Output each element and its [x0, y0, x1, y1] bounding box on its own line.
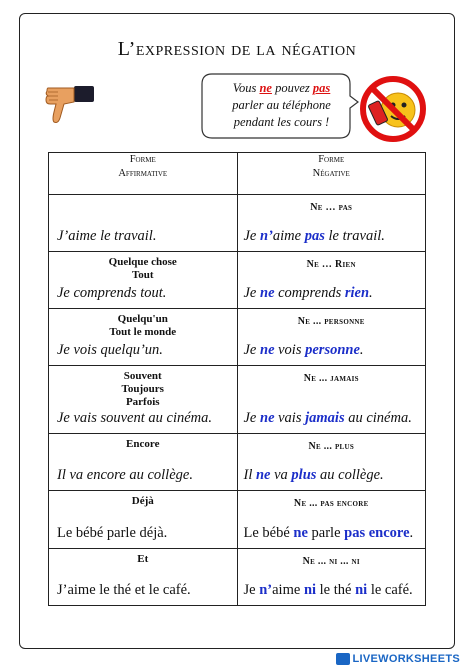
sentence-fragment: Je	[243, 285, 260, 301]
negation-word: ne	[260, 342, 275, 358]
affirmative-keyword: Toujours	[121, 383, 164, 395]
sentence-fragment: le café.	[367, 582, 413, 598]
negation-rule: Ne ... ni ... ni	[302, 556, 360, 567]
negative-cell	[237, 434, 426, 491]
negation-word: ne	[293, 525, 308, 541]
sentence-fragment: aime	[272, 582, 304, 598]
table-header-row	[49, 153, 426, 195]
negation-rule: Ne ... personne	[297, 316, 365, 327]
affirmative-keyword: Déjà	[131, 495, 154, 507]
affirmative-sentence: Le bébé parle déjà.	[57, 525, 168, 541]
table-row	[49, 549, 426, 606]
affirmative-keyword: Et	[137, 553, 149, 565]
sentence-fragment: vais	[274, 410, 306, 426]
sentence-fragment: le thé	[316, 582, 356, 598]
table-row	[49, 366, 426, 434]
negative-sentence	[244, 582, 413, 599]
negation-word: ne	[260, 285, 275, 301]
negation-word: jamais	[305, 410, 345, 426]
negative-sentence	[244, 525, 414, 542]
negation-word: ni	[355, 582, 368, 598]
negative-sentence	[244, 285, 373, 302]
affirmative-cell	[49, 549, 238, 606]
sentence-fragment: .	[369, 285, 373, 301]
sentence-fragment: Le bébé	[243, 525, 294, 541]
negative-sentence	[244, 342, 364, 359]
sentence-fragment: .	[409, 525, 414, 541]
negation-word: pas	[304, 228, 325, 244]
liveworksheets-icon	[336, 653, 350, 665]
table-row	[49, 434, 426, 491]
sentence-fragment: vois	[274, 342, 306, 358]
negation-rule: Ne ... jamais	[303, 373, 359, 384]
table-row	[49, 491, 426, 549]
negative-sentence	[244, 410, 412, 427]
table-row	[49, 309, 426, 366]
negation-word: pas encore	[344, 525, 410, 541]
negation-table	[48, 152, 426, 606]
affirmative-sentence: J’aime le travail.	[57, 228, 157, 244]
negative-cell	[237, 252, 426, 309]
affirmative-keyword: Quelque chose	[108, 256, 177, 268]
sentence-fragment: va	[270, 467, 292, 483]
sentence-fragment: Il	[243, 467, 256, 483]
sentence-fragment: Je	[243, 228, 260, 244]
negation-rule: Ne … Rien	[306, 259, 356, 270]
negation-word: plus	[291, 467, 317, 483]
negation-word: ne	[260, 410, 275, 426]
negative-cell	[237, 309, 426, 366]
affirmative-sentence: Je comprends tout.	[57, 285, 167, 301]
negative-sentence	[244, 467, 384, 484]
thumbs-down-icon	[44, 82, 96, 133]
sentence-fragment: Je	[243, 582, 260, 598]
negation-rule: Ne ... pas encore	[293, 498, 369, 509]
negative-cell	[237, 491, 426, 549]
affirmative-cell	[49, 195, 238, 252]
affirmative-keyword: Encore	[126, 438, 160, 450]
negation-word: rien	[344, 285, 370, 301]
sentence-fragment: Je	[243, 342, 260, 358]
negation-word: n’	[259, 582, 273, 598]
sentence-fragment: au collège.	[316, 467, 384, 483]
affirmative-sentence: Il va encore au collège.	[57, 467, 193, 483]
negative-cell	[237, 366, 426, 434]
negation-word: personne	[305, 342, 360, 358]
liveworksheets-logo: LIVEWORKSHEETS	[336, 653, 461, 665]
negation-word: ne	[255, 467, 271, 483]
header-negative: Forme Négative	[237, 153, 426, 195]
affirmative-keyword: Parfois	[125, 396, 160, 408]
page-title: L’expression de la négation	[117, 38, 357, 60]
affirmative-sentence: J’aime le thé et le café.	[57, 582, 191, 598]
affirmative-keyword: Quelqu'un	[117, 313, 168, 325]
affirmative-sentence: Je vais souvent au cinéma.	[57, 410, 213, 426]
affirmative-cell	[49, 309, 238, 366]
negation-word: ni	[303, 582, 317, 598]
sentence-fragment: comprends	[274, 285, 345, 301]
negation-rule: Ne … pas	[310, 202, 353, 213]
table-row	[49, 195, 426, 252]
sentence-fragment: .	[359, 342, 364, 358]
table-row	[49, 252, 426, 309]
negative-cell	[237, 549, 426, 606]
bubble-pas: pas	[312, 81, 331, 95]
negation-word: n’	[260, 228, 273, 244]
sentence-fragment: le travail.	[324, 228, 385, 244]
sentence-fragment: aime	[272, 228, 305, 244]
affirmative-cell	[49, 252, 238, 309]
sentence-fragment: parle	[307, 525, 345, 541]
affirmative-cell	[49, 434, 238, 491]
sentence-fragment: Je	[243, 410, 260, 426]
bubble-text: Vous ne pouvez pas parler au téléphone pendant les cours !	[232, 81, 331, 129]
bubble-ne: ne	[259, 81, 272, 95]
sentence-fragment: au cinéma.	[344, 410, 412, 426]
header-affirmative: Forme Affirmative	[49, 153, 238, 195]
negative-sentence	[244, 228, 385, 245]
affirmative-sentence: Je vois quelqu’un.	[57, 342, 163, 358]
affirmative-keyword: Tout	[131, 269, 154, 281]
affirmative-cell	[49, 491, 238, 549]
affirmative-keyword: Tout le monde	[109, 326, 177, 338]
affirmative-cell	[49, 366, 238, 434]
negation-rule: Ne ... plus	[308, 441, 355, 452]
affirmative-keyword: Souvent	[123, 370, 162, 382]
no-phone-icon	[358, 74, 428, 149]
negative-cell	[237, 195, 426, 252]
